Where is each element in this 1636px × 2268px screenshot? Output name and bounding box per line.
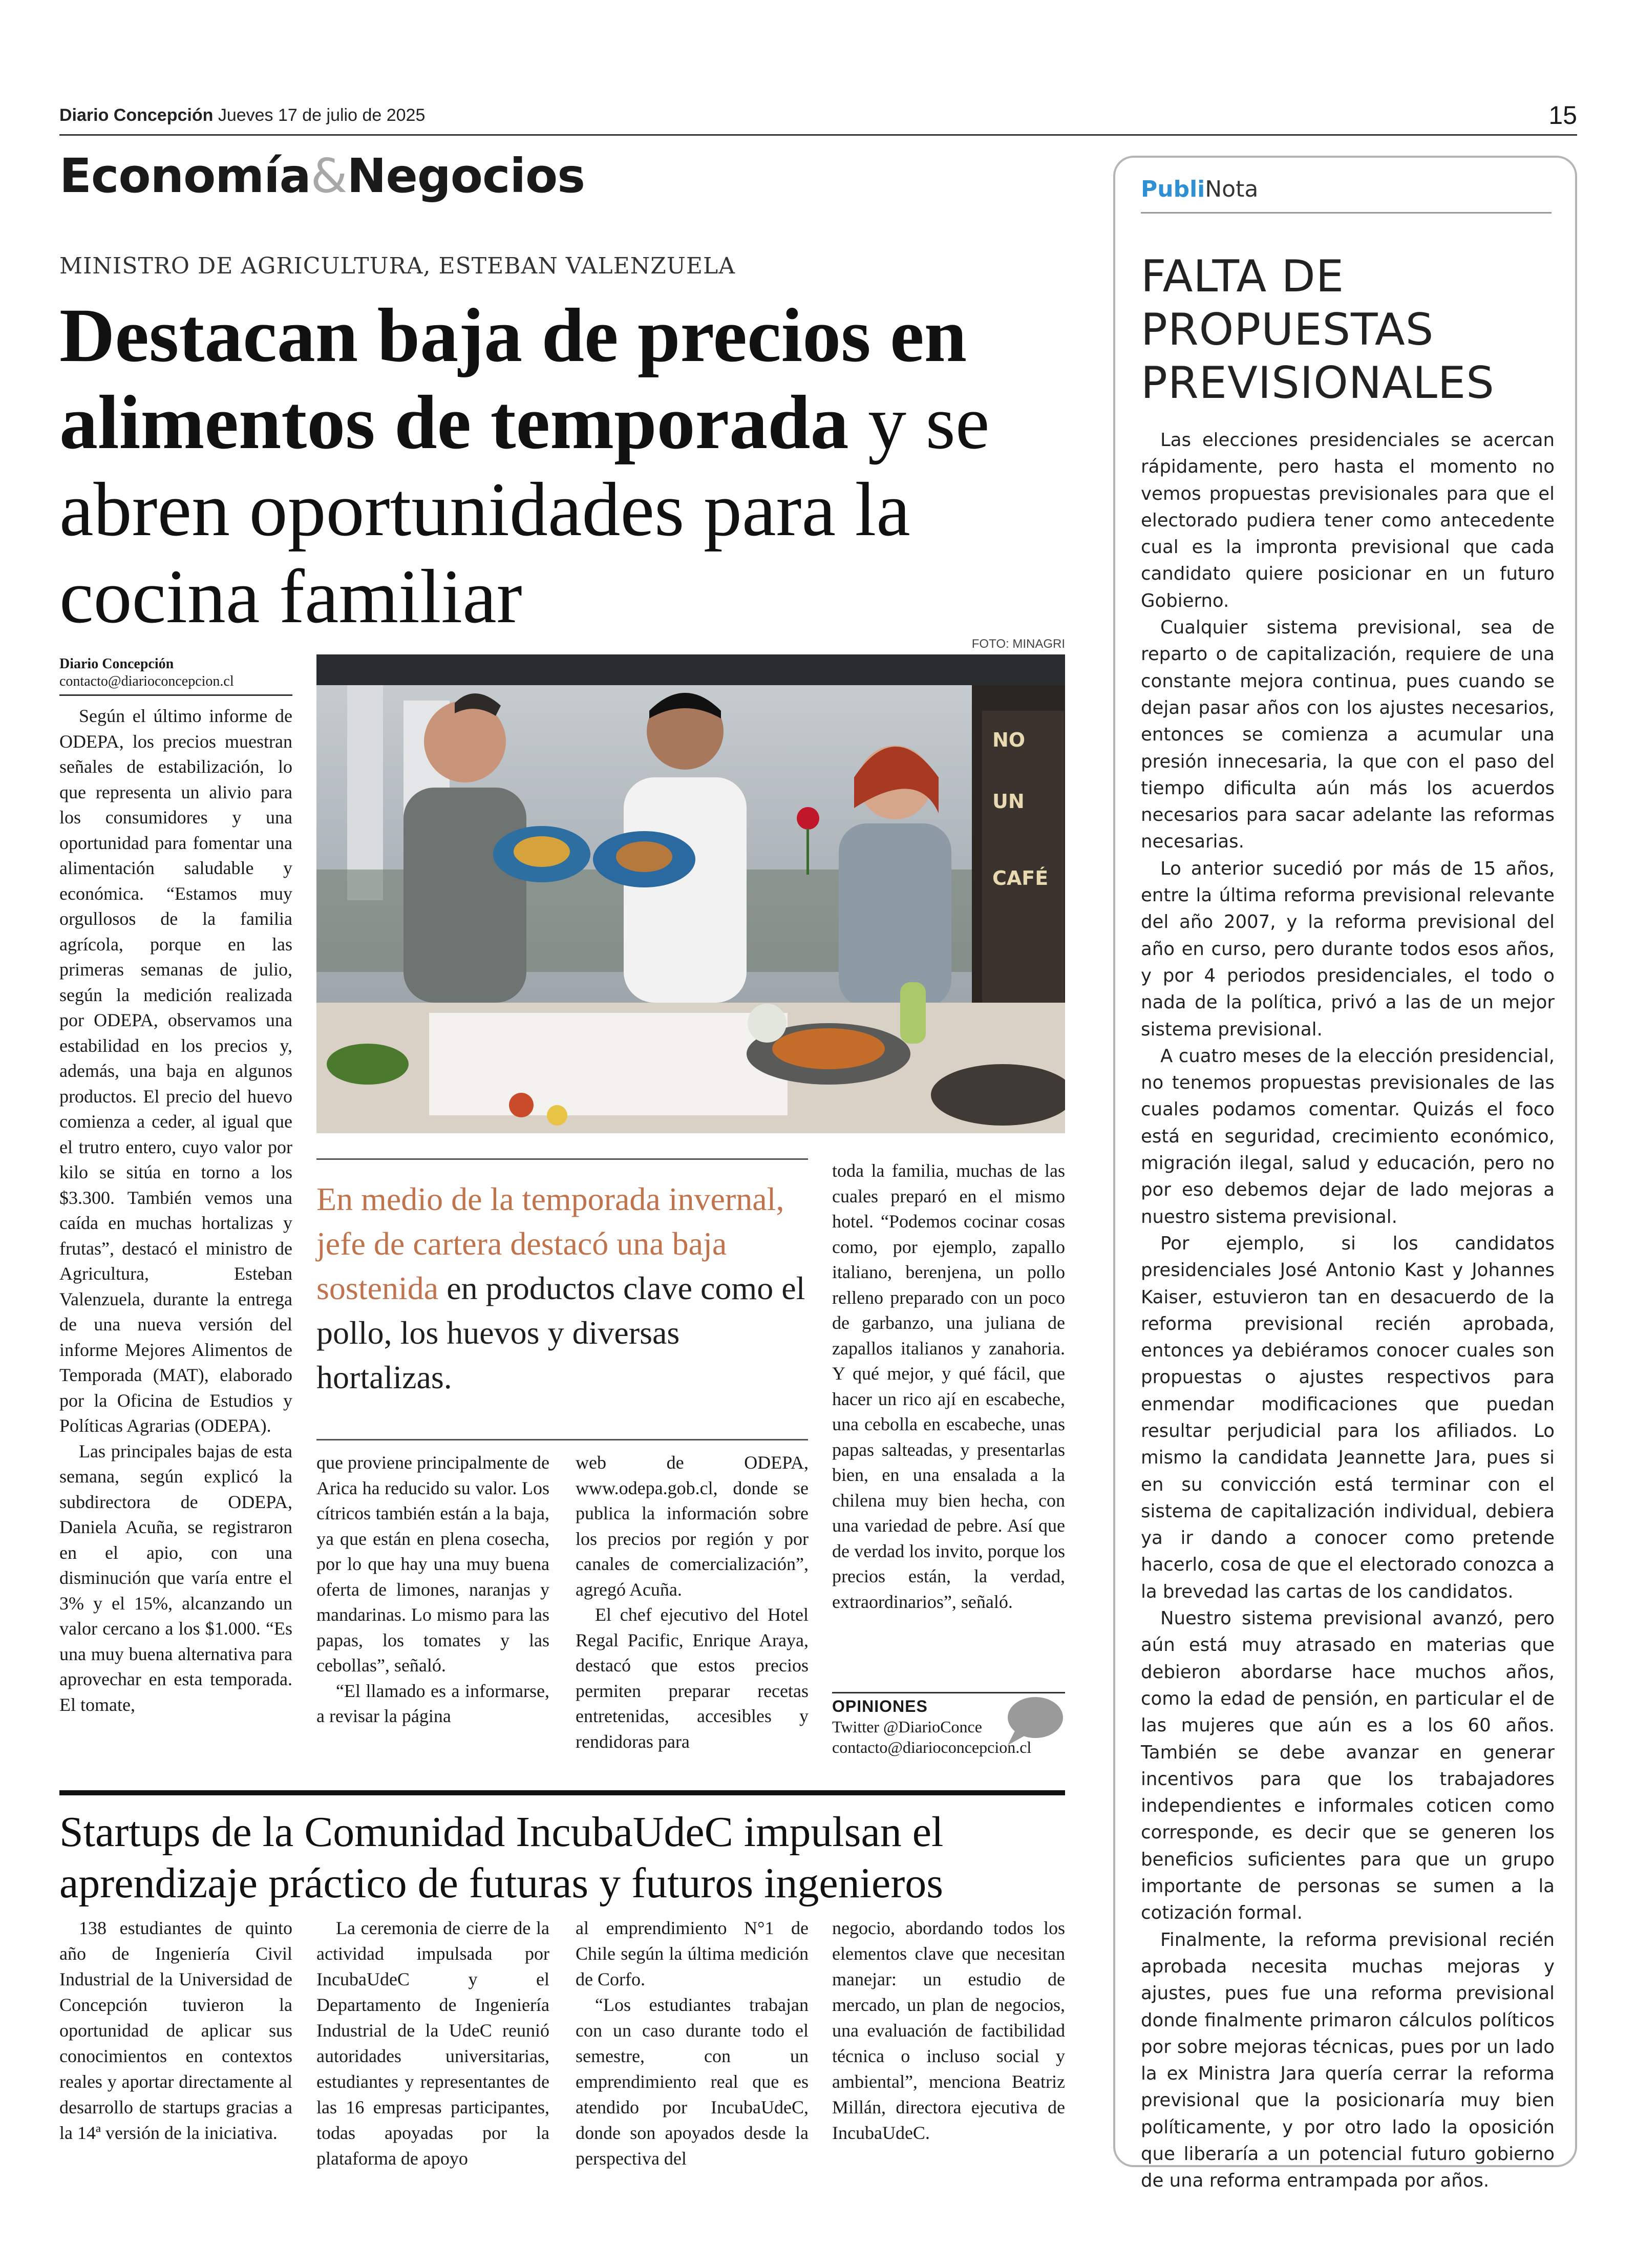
second-article-column-3 bbox=[576, 1915, 809, 2171]
section-ampersand: & bbox=[310, 149, 347, 203]
pullquote-rest: en productos clave como el pollo, los huevos y diversas hortalizas. bbox=[316, 1270, 805, 1395]
article-headline bbox=[59, 292, 1083, 640]
publinota-divider bbox=[1141, 212, 1552, 214]
opinions-divider bbox=[832, 1692, 1065, 1693]
paragraph: negocio, abordando todos los elementos clave que necesitan manejar: un estudio de mercado, un plan de negocios, una evaluación de factibilidad técnica o incluso social y ambiental”, menciona Beatriz Millán, directora ejecutiva de IncubaUdeC. bbox=[832, 1918, 1065, 2143]
paragraph: toda la familia, muchas de las cuales preparó en el mismo hotel. “Podemos cocinar cosas como, por ejemplo, zapallo italiano, berenjena, un pollo relleno preparado con un poco de garbanzo, una juliana de zapallos italianos y zanahoria. Y qué mejor, y qué fácil, que hacer un rico ají en escabeche, una cebolla en escabeche, unas papas salteadas, y presentarlas bien, en una ensalada a la chilena muy bien hecha, con una variedad de pebre. Así que de verdad los invito, porque los precios están, la verdad, extraordinarios”, señaló. bbox=[832, 1160, 1065, 1612]
article-column-4 bbox=[832, 1158, 1065, 1615]
svg-text:CAFÉ: CAFÉ bbox=[992, 867, 1049, 889]
publinota-label-b: Nota bbox=[1205, 176, 1259, 202]
headline-rest: y se abren oportunidades para la cocina familiar bbox=[59, 380, 990, 639]
header-divider bbox=[59, 134, 1577, 136]
photo-illustration bbox=[316, 654, 1065, 1133]
svg-text:UN: UN bbox=[992, 790, 1025, 813]
second-article-column-4 bbox=[832, 1915, 1065, 2146]
publinota-label bbox=[1141, 176, 1258, 202]
issue-date: Jueves 17 de julio de 2025 bbox=[218, 105, 426, 125]
pullquote bbox=[316, 1177, 808, 1400]
second-article-title: Startups de la Comunidad IncubaUdeC impulsan el aprendizaje práctico de futuras y futuros ingenieros bbox=[59, 1808, 944, 1907]
byline bbox=[59, 655, 234, 690]
byline-divider bbox=[59, 694, 292, 696]
paragraph: Las elecciones presidenciales se acercan rápidamente, pero hasta el momento no vemos propuestas previsionales para que el electorado pudiera tener como antecedente cual es la impronta previsional que cada candidato quiere posicionar en un futuro Gobierno. bbox=[1141, 430, 1555, 611]
paragraph: La ceremonia de cierre de la actividad impulsada por IncubaUdeC y el Departamento de Ingeniería Industrial de la UdeC reunió autoridades universitarias, estudiantes y representantes de las 16 empresas participantes, todas apoyadas por la plataforma de apoyo bbox=[316, 1918, 549, 2169]
paragraph: al emprendimiento N°1 de Chile según la última medición de Corfo. bbox=[576, 1918, 809, 1989]
article-column-3 bbox=[576, 1450, 809, 1754]
paragraph: “El llamado es a informarse, a revisar la página bbox=[316, 1680, 549, 1726]
paragraph: Nuestro sistema previsional avanzó, pero aún está muy atrasado en materias que debieron abordarse hace muchos años, como la edad de pensión, en particular el de las mujeres que aún es a los 60 años. También se debe avanzar en generar incentivos para que los trabajadores independientes e informales coticen como corresponde, es decir que se generen los beneficios suficientes para que un grupo importante de personas se sumen a la cotización formal. bbox=[1141, 1608, 1555, 1924]
pullquote-rule-bottom bbox=[316, 1439, 808, 1440]
pullquote-rule-top bbox=[316, 1158, 808, 1160]
article-column-2 bbox=[316, 1450, 549, 1729]
paragraph: Finalmente, la reforma previsional recién aprobada necesita muchas mejoras y ajustes, pues fue una reforma previsional donde finalmente primaron cálculos políticos por sobre mejoras técnicas, pues por un lado la ex Ministra Jara quería cerrar la reforma previsional que la posicionaría muy bien políticamente, y por otro lado la oposición que liberaría a un potencial futuro gobierno de una reforma entrampada por años. bbox=[1141, 1929, 1555, 2192]
section-word-1: Economía bbox=[59, 149, 311, 203]
publinota-title: FALTA DE PROPUESTAS PREVISIONALES bbox=[1141, 251, 1495, 409]
opinions-twitter[interactable]: Twitter @DiarioConce bbox=[832, 1718, 982, 1736]
byline-name: Diario Concepción bbox=[59, 656, 174, 672]
paragraph: 138 estudiantes de quinto año de Ingeniería Civil Industrial de la Universidad de Concepción tuvieron la oportunidad de aplicar sus conocimientos en contextos reales y aportar directamente al desarrollo de startups gracias a la 14ª versión de la iniciativa. bbox=[59, 1918, 292, 2143]
second-article-column-1 bbox=[59, 1915, 292, 2146]
svg-text:NO: NO bbox=[992, 729, 1026, 751]
paragraph: Según el último informe de ODEPA, los precios muestran señales de estabilización, lo que representa un alivio para los consumidores y una oportunidad para fomentar una alimentación saludable y económica. “Estamos muy orgullosos de la familia agrícola, porque en las primeras semanas de julio, según la medición realizada por ODEPA, observamos una estabilidad en los precios y, además, una baja en algunos productos. El precio del huevo comienza a ceder, al igual que el trutro entero, cuyo valor por kilo se sitúa en torno a los $3.300. También vemos una caída en muchas hortalizas y frutas”, destacó el ministro de Agricultura, Esteban Valenzuela, durante la entrega de una nueva versión del informe Mejores Alimentos de Temporada (MAT), elaborado por la Oficina de Estudios y Políticas Agrarias (ODEPA). bbox=[59, 706, 292, 1436]
article-photo bbox=[316, 654, 1065, 1133]
speech-bubble-icon bbox=[1004, 1695, 1064, 1746]
paper-name: Diario Concepción bbox=[59, 105, 214, 125]
masthead-line bbox=[59, 105, 425, 125]
paragraph: A cuatro meses de la elección presidencial, no tenemos propuestas previsionales de las cuales podamos comentar. Quizás el foco está en seguridad, crecimiento económico, migración ilegal, salud y educación, pero no por eso debemos dejar de lado mejoras a nuestro sistema previsional. bbox=[1141, 1045, 1555, 1227]
paragraph: “Los estudiantes trabajan con un caso durante todo el semestre, con un emprendimiento real que es atendido por IncubaUdeC, donde son apoyados desde la perspectiva del bbox=[576, 1995, 809, 2169]
pullquote-highlight: En medio de la temporada invernal, jefe de cartera destacó una baja sostenida bbox=[316, 1181, 784, 1306]
page-number: 15 bbox=[1548, 101, 1577, 130]
section-title bbox=[59, 149, 585, 203]
article-kicker: MINISTRO DE AGRICULTURA, ESTEBAN VALENZUELA bbox=[59, 253, 735, 279]
photo-credit: FOTO: MINAGRI bbox=[971, 637, 1065, 651]
section-word-2: Negocios bbox=[347, 149, 585, 203]
opinions-title: OPINIONES bbox=[832, 1697, 928, 1715]
byline-email: contacto@diarioconcepcion.cl bbox=[59, 673, 234, 689]
publinota-label-a: Publi bbox=[1141, 176, 1205, 202]
second-article-rule bbox=[59, 1790, 1065, 1795]
paragraph: El chef ejecutivo del Hotel Regal Pacific, Enrique Araya, destacó que estos precios permiten preparar recetas entretenidas, accesibles y rendidoras para bbox=[576, 1604, 809, 1752]
article-column-1 bbox=[59, 704, 292, 1718]
publinota-body bbox=[1141, 427, 1555, 2195]
paragraph: Las principales bajas de esta semana, según explicó la subdirectora de ODEPA, Daniela Acuña, se registraron en el apio, con una disminución que varía entre el 3% y el 15%, alcanzando un valor cercano a los $1.000. “Es una muy buena alternativa para aprovechar en esta temporada. El tomate, bbox=[59, 1440, 292, 1715]
paragraph: web de ODEPA, www.odepa.gob.cl, donde se publica la información sobre los precios por región y por canales de comercialización”, agregó Acuña. bbox=[576, 1452, 809, 1600]
second-article-column-2 bbox=[316, 1915, 549, 2171]
paragraph: Lo anterior sucedió por más de 15 años, entre la última reforma previsional relevante del año 2007, y la reforma previsional del año en curso, pero durante todos esos años, y por 4 periodos presidenciales, el todo o nada de la política, privó a las de un mejor sistema previsional. bbox=[1141, 858, 1555, 1040]
paragraph: Por ejemplo, si los candidatos presidenciales José Antonio Kast y Johannes Kaiser, estuvieron tan en desacuerdo de la reforma previsional recién aprobada, entonces ya debiéramos conocer cuales son propuestas o ajustes respectivos para enmendar modificaciones que puedan resultar perjudicial para los afiliados. Lo mismo la candidata Jeannette Jara, pues si en su convicción está terminar con el sistema de capitalización individual, debiera ya ir dando a conocer como pretende hacerlo, cosa de que el electorado conozca a la brevedad las cartas de los candidatos. bbox=[1141, 1233, 1555, 1602]
opinions-email[interactable]: contacto@diarioconcepcion.cl bbox=[832, 1738, 1032, 1756]
headline-bold: Destacan baja de precios en alimentos de temporada bbox=[59, 293, 967, 465]
paragraph: que proviene principalmente de Arica ha reducido su valor. Los cítricos también están a la baja, ya que están en plena cosecha, por lo que hay una muy buena oferta de limones, naranjas y mandarinas. Lo mismo para las papas, los tomates y las cebollas”, señaló. bbox=[316, 1452, 549, 1676]
paragraph: Cualquier sistema previsional, sea de reparto o de capitalización, requiere de una constante mejora continua, pues cuando se dejan pasar años con los ajustes necesarios, entonces se comienza a acumular una presión innecesaria, la que con el paso del tiempo dificulta aún más los acuerdos necesarios para sacar adelante las reformas necesarias. bbox=[1141, 617, 1555, 853]
